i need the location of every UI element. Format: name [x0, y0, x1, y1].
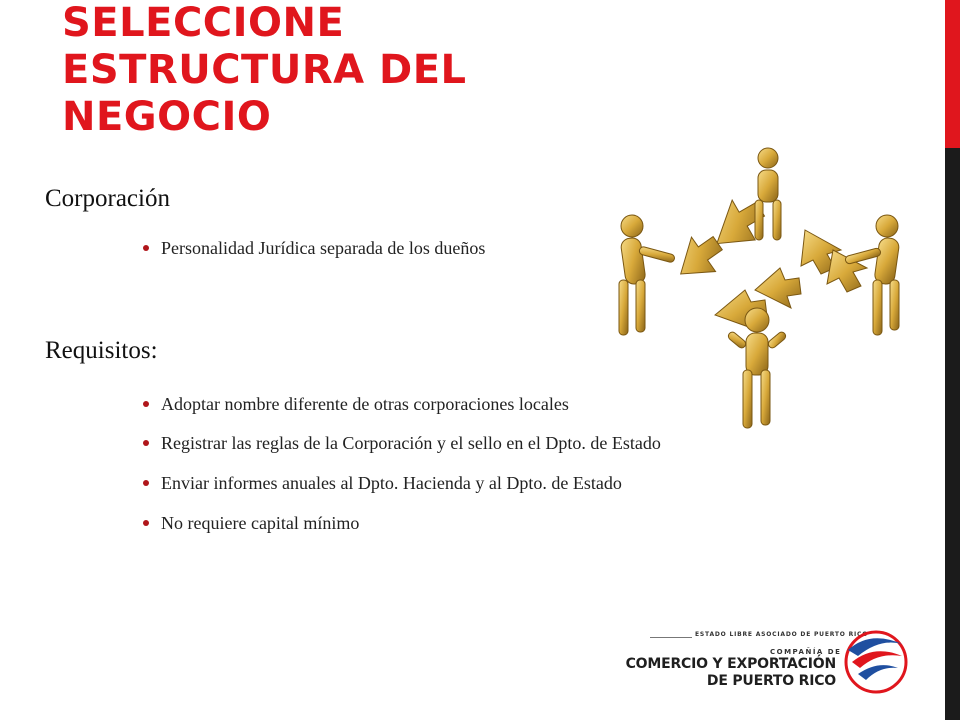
golden-figures-arrows-icon [605, 140, 925, 435]
logo-line-1: COMERCIO Y EXPORTACIÓN [625, 656, 836, 672]
bullet-item [143, 238, 485, 259]
logo-name [626, 656, 836, 690]
slide-title [62, 0, 467, 141]
section-heading-corporacion: Corporación [45, 185, 170, 212]
title-line-1: SELECCIONE [62, 0, 345, 46]
logo-emblem-icon [840, 628, 912, 694]
logo-line-2: DE PUERTO RICO [706, 673, 836, 689]
sidebar-accent [945, 0, 960, 148]
logo-top-line: ESTADO LIBRE ASOCIADO DE PUERTO RICO [692, 631, 871, 638]
bullet-item [143, 433, 661, 454]
bullet-text: Adoptar nombre diferente de otras corporaciones locales [161, 394, 569, 414]
bullet-dot [143, 480, 149, 486]
section-heading-requisitos: Requisitos: [45, 337, 158, 364]
bullet-dot [143, 520, 149, 526]
bullet-item [143, 394, 569, 415]
title-line-3: NEGOCIO [62, 94, 272, 140]
logo-compania: COMPAÑÍA DE [770, 648, 842, 656]
bullet-text: Personalidad Jurídica separada de los dueños [161, 238, 486, 258]
bullet-text: No requiere capital mínimo [161, 513, 360, 533]
bullet-text: Registrar las reglas de la Corporación y el sello en el Dpto. de Estado [161, 433, 661, 453]
bullet-item [143, 473, 622, 494]
bullet-dot [143, 401, 149, 407]
bullet-text: Enviar informes anuales al Dpto. Hacienda y al Dpto. de Estado [161, 473, 622, 493]
bullet-dot [143, 245, 149, 251]
title-line-2: ESTRUCTURA DEL [62, 47, 467, 93]
bullet-item [143, 513, 359, 534]
bullet-dot [143, 440, 149, 446]
